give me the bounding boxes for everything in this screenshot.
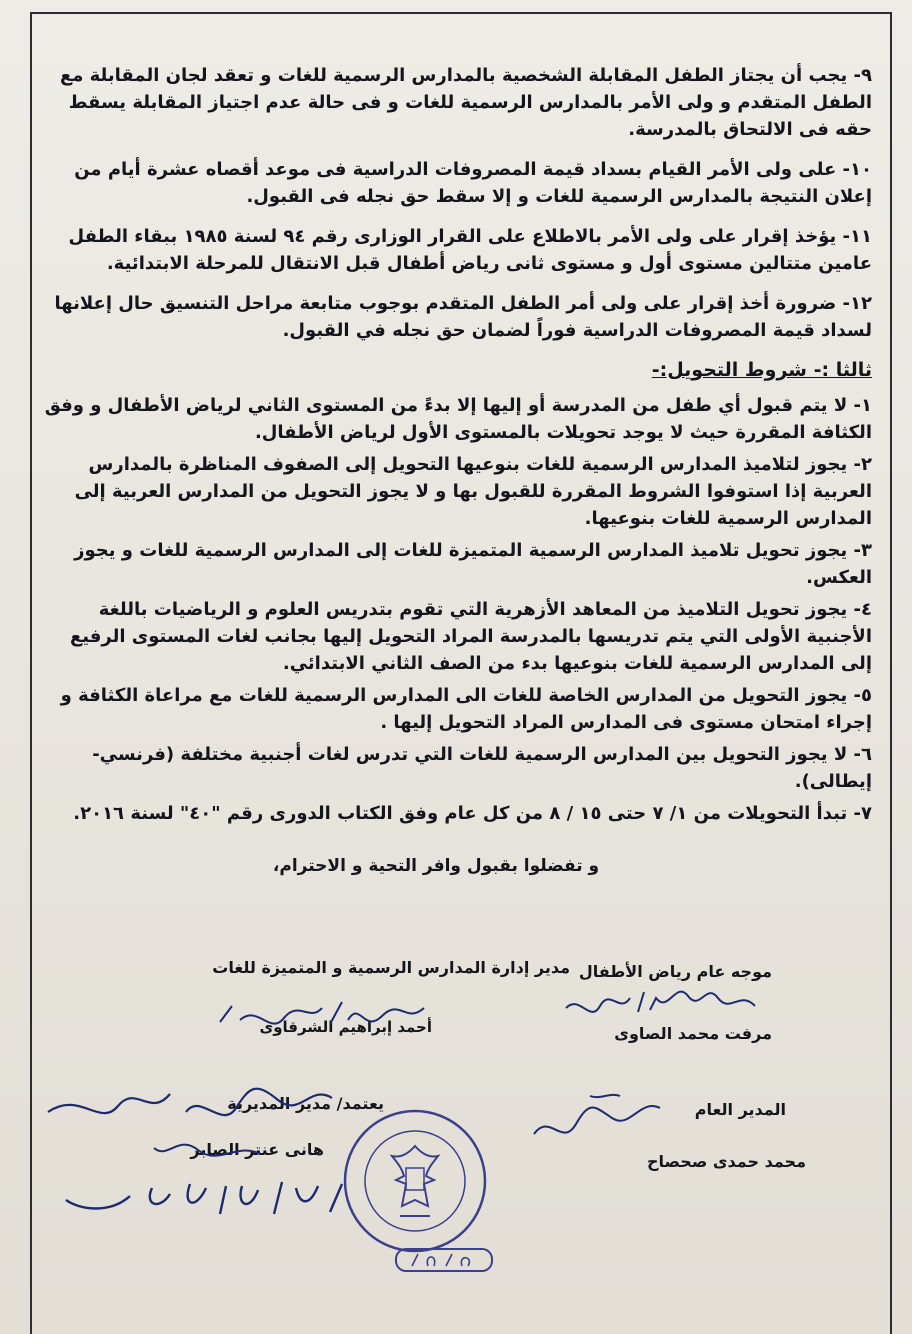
section-heading: ثالثا :- شروط التحويل:- bbox=[651, 359, 872, 381]
list-item bbox=[40, 290, 872, 344]
approval-name: هانى عنتر الصابر bbox=[190, 1140, 324, 1159]
closing-salutation: و تفضلوا بقبول وافر التحية و الاحترام، bbox=[272, 856, 600, 876]
list-item bbox=[40, 682, 872, 736]
item-number: ٣- bbox=[853, 540, 872, 561]
item-text: لا يتم قبول أي طفل من المدرسة أو إليها إلا بدءً من المستوى الثاني لرياض الأطفال و وفق الكثافة المقررة حيث لا يوجد تحويلات بالمستوى الأول لرياض الأطفال. bbox=[44, 395, 872, 443]
item-number: ٥- bbox=[853, 685, 872, 706]
handwritten-date bbox=[60, 1176, 350, 1218]
approval-title: يعتمد/ مدير المديرية bbox=[227, 1094, 384, 1113]
general-manager-name: محمد حمدى صحصاح bbox=[646, 1152, 806, 1171]
item-number: ١- bbox=[853, 395, 872, 416]
schools-manager-signature bbox=[210, 994, 430, 1034]
list-item bbox=[40, 741, 872, 795]
item-number: ٩- bbox=[853, 65, 872, 86]
item-number: ١٢- bbox=[842, 293, 872, 314]
list-item bbox=[40, 156, 872, 210]
item-number: ٦- bbox=[853, 744, 872, 765]
list-item bbox=[40, 392, 872, 446]
item-text: لا يجوز التحويل بين المدارس الرسمية للغات التي تدرس لغات أجنبية مختلفة (فرنسي- إيطالى). bbox=[92, 744, 872, 792]
item-text: يجوز التحويل من المدارس الخاصة للغات الى المدارس الرسمية للغات مع مراعاة الكثافة و إجراء امتحان مستوى فى المدارس المراد التحويل إليها . bbox=[60, 685, 872, 733]
document-body bbox=[40, 62, 872, 880]
list-item bbox=[40, 537, 872, 591]
item-number: ١٠- bbox=[842, 159, 872, 180]
item-number: ٤- bbox=[853, 599, 872, 620]
page-number-stamp bbox=[394, 1246, 494, 1274]
item-text: يجوز تحويل التلاميذ من المعاهد الأزهرية التي تقوم بتدريس العلوم و الرياضيات باللغة الأجنبية الأولى التي يتم تدريسها بالمدرسة المراد التحويل إليها بجانب لغات المستوى الرفيع إلى المدارس الرسمية للغات بنوعيها بدء من الصف الثاني الابتدائي. bbox=[69, 599, 872, 674]
general-manager-title: المدير العام bbox=[694, 1100, 786, 1119]
item-text: على ولى الأمر القيام بسداد قيمة المصروفات الدراسية فى موعد أقصاه عشرة أيام من إعلان النتيجة بالمدارس الرسمية للغات و إلا سقط حق نجله فى القبول. bbox=[74, 159, 872, 207]
approval-signature-stroke bbox=[148, 1138, 268, 1168]
list-item bbox=[40, 596, 872, 677]
schools-manager-name: أحمد إبراهيم الشرقاوى bbox=[259, 1018, 432, 1036]
item-text: يجب أن يجتاز الطفل المقابلة الشخصية بالمدارس الرسمية للغات و تعقد لجان المقابلة مع الطفل المتقدم و ولى الأمر بالمدارس الرسمية للغات و فى حالة عدم اجتياز المقابلة يسقط حقه فى الالتحاق بالمدرسة. bbox=[59, 65, 872, 140]
list-item bbox=[40, 800, 872, 827]
general-manager-signature bbox=[520, 1090, 670, 1150]
list-item bbox=[40, 223, 872, 277]
schools-manager-title: مدير إدارة المدارس الرسمية و المتميزة للغات bbox=[212, 958, 570, 977]
list-item bbox=[40, 62, 872, 143]
item-number: ١١- bbox=[842, 226, 872, 247]
kg-director-title: موجه عام رياض الأطفال bbox=[578, 962, 772, 981]
item-number: ٢- bbox=[853, 454, 872, 475]
list-item bbox=[40, 451, 872, 532]
item-number: ٧- bbox=[853, 803, 872, 824]
item-text: يجوز لتلاميذ المدارس الرسمية للغات بنوعيها التحويل إلى الصفوف المناظرة بالمدارس العربية إذا استوفوا الشروط المقررة للقبول بها و لا يجوز التحويل من المدارس العربية إلى المدارس الرسمية للغات بنوعيها. bbox=[74, 454, 872, 529]
approval-signature bbox=[40, 1078, 340, 1128]
item-text: تبدأ التحويلات من ١/ ٧ حتى ١٥ / ٨ من كل عام وفق الكتاب الدورى رقم "٤٠" لسنة ٢٠١٦. bbox=[73, 803, 848, 824]
kg-director-signature bbox=[560, 984, 760, 1020]
item-text: يؤخذ إقرار على ولى الأمر بالاطلاع على القرار الوزارى رقم ٩٤ لسنة ١٩٨٥ ببقاء الطفل عامين متتالين مستوى أول و مستوى ثانى رياض أطفال قبل الانتقال للمرحلة الابتدائية. bbox=[68, 226, 872, 274]
kg-director-name: مرفت محمد الصاوى bbox=[614, 1024, 772, 1043]
item-text: ضرورة أخذ إقرار على ولى أمر الطفل المتقدم بوجوب متابعة مراحل التنسيق حال إعلانها لسداد قيمة المصروفات الدراسية فوراً لضمان حق نجله في القبول. bbox=[54, 293, 872, 341]
official-seal bbox=[340, 1106, 490, 1256]
item-text: يجوز تحويل تلاميذ المدارس الرسمية المتميزة للغات إلى المدارس الرسمية للغات و يجوز العكس. bbox=[74, 540, 872, 588]
